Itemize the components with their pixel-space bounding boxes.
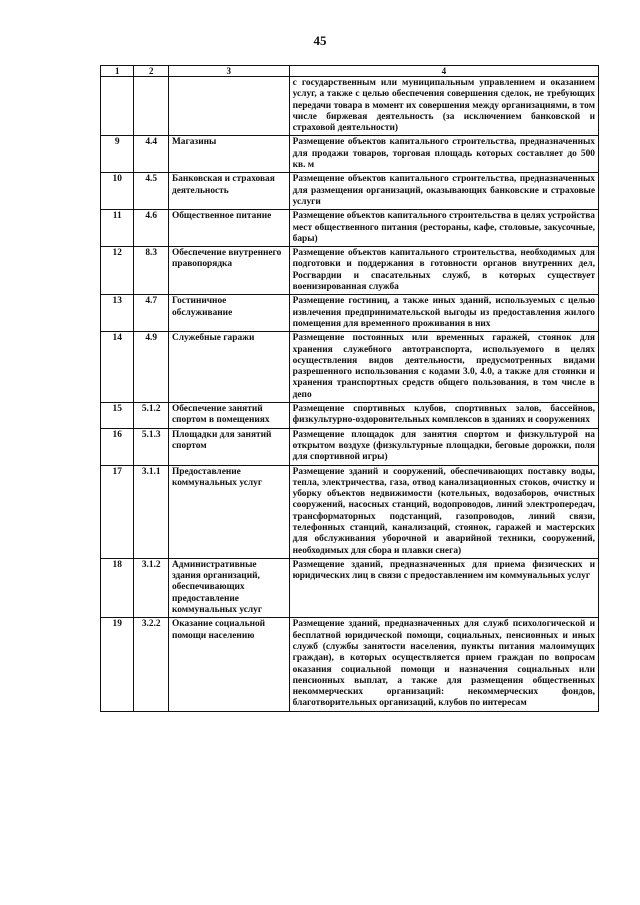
use-description: Размещение постоянных или временных гаражей, стоянок для хранения служебного автотранспорта, используемого в целях осуществления видов деятельности, предусмотренных видами разрешенного использования с кодами 3.0, 4.0, а также для стоянки и хранения транспортных средств общего пользования, в том числе в депо: [289, 332, 598, 403]
table-row: [101, 173, 599, 210]
column-header: 3: [168, 66, 289, 77]
use-description: с государственным или муниципальным управлением и оказанием услуг, а также с целью обеспечения совершения сделок, не требующих передачи товара в момент их совершения между организациями, в том числе биржевая деятельность (за исключением банковской и страховой деятельности): [289, 77, 598, 136]
table-row: [101, 210, 599, 247]
table-row: [101, 403, 599, 429]
use-code: 4.4: [134, 136, 168, 173]
use-code: 8.3: [134, 247, 168, 295]
use-name: Банковская и страховая деятельность: [168, 173, 289, 210]
table-row: [101, 618, 599, 711]
use-description: Размещение зданий, предназначенных для приема физических и юридических лиц в связи с предоставлением им коммунальных услуг: [289, 558, 598, 617]
row-number: 15: [101, 403, 134, 429]
table-row: [101, 558, 599, 617]
table-row: [101, 136, 599, 173]
use-code: 5.1.3: [134, 428, 168, 465]
use-code: 4.9: [134, 332, 168, 403]
use-name: Обеспечение внутреннего правопорядка: [168, 247, 289, 295]
use-description: Размещение объектов капитального строительства, необходимых для подготовки и поддержания в готовности органов внутренних дел, Росгвардии и спасательных служб, в которых существует военизированная служба: [289, 247, 598, 295]
column-header: 2: [134, 66, 168, 77]
use-code: 3.1.2: [134, 558, 168, 617]
row-number: 17: [101, 465, 134, 558]
use-description: Размещение площадок для занятия спортом и физкультурой на открытом воздухе (физкультурные площадки, беговые дорожки, поля для спортивной игры): [289, 428, 598, 465]
use-name: [168, 77, 289, 136]
use-code: 4.7: [134, 295, 168, 332]
row-number: 11: [101, 210, 134, 247]
use-name: Предоставление коммунальных услуг: [168, 465, 289, 558]
row-number: 9: [101, 136, 134, 173]
row-number: [101, 77, 134, 136]
row-number: 19: [101, 618, 134, 711]
table-row: [101, 465, 599, 558]
table-row: [101, 428, 599, 465]
use-code: [134, 77, 168, 136]
use-description: Размещение спортивных клубов, спортивных залов, бассейнов, физкультурно-оздоровительных комплексов в зданиях и сооружениях: [289, 403, 598, 429]
table-row: [101, 247, 599, 295]
use-name: Обеспечение занятий спортом в помещениях: [168, 403, 289, 429]
row-number: 16: [101, 428, 134, 465]
use-description: Размещение объектов капитального строительства, предназначенных для продажи товаров, торговая площадь которых составляет до 500 кв. м: [289, 136, 598, 173]
row-number: 18: [101, 558, 134, 617]
use-name: Площадки для занятий спортом: [168, 428, 289, 465]
use-name: Магазины: [168, 136, 289, 173]
table-header-row: [101, 66, 599, 77]
table-row: [101, 77, 599, 136]
use-name: Оказание социальной помощи населению: [168, 618, 289, 711]
use-name: Административные здания организаций, обеспечивающих предоставление коммунальных услуг: [168, 558, 289, 617]
use-description: Размещение зданий и сооружений, обеспечивающих поставку воды, тепла, электричества, газа, отвод канализационных стоков, очистку и уборку объектов недвижимости (котельных, водозаборов, очистных сооружений, насосных станций, водопроводов, линий электропередач, трансформаторных подстанций, газопроводов, линий связи, телефонных станций, канализаций, стоянок, гаражей и мастерских для обслуживания уборочной и аварийной техники, сооружений, необходимых для сбора и плавки снега): [289, 465, 598, 558]
table-row: [101, 332, 599, 403]
use-name: Служебные гаражи: [168, 332, 289, 403]
table-body: [101, 77, 599, 712]
land-use-table: [100, 65, 599, 712]
row-number: 12: [101, 247, 134, 295]
use-description: Размещение зданий, предназначенных для служб психологической и бесплатной юридической помощи, социальных, пенсионных и иных служб (службы занятости населения, пункты питания малоимущих граждан), в которых осуществляется прием граждан по вопросам оказания социальной помощи и назначения социальных или пенсионных выплат, а также для размещения общественных некоммерческих организаций: некоммерческих фондов, благотворительных организаций, клубов по интересам: [289, 618, 598, 711]
use-code: 5.1.2: [134, 403, 168, 429]
table-row: [101, 295, 599, 332]
row-number: 14: [101, 332, 134, 403]
row-number: 13: [101, 295, 134, 332]
page-number: 45: [313, 33, 327, 48]
use-code: 3.1.1: [134, 465, 168, 558]
use-description: Размещение объектов капитального строительства в целях устройства мест общественного питания (рестораны, кафе, столовые, закусочные, бары): [289, 210, 598, 247]
use-code: 4.6: [134, 210, 168, 247]
row-number: 10: [101, 173, 134, 210]
use-description: Размещение объектов капитального строительства, предназначенных для размещения организаций, оказывающих банковские и страховые услуги: [289, 173, 598, 210]
use-description: Размещение гостиниц, а также иных зданий, используемых с целью извлечения предпринимательской выгоды из предоставления жилого помещения для временного проживания в них: [289, 295, 598, 332]
use-name: Общественное питание: [168, 210, 289, 247]
use-code: 3.2.2: [134, 618, 168, 711]
use-name: Гостиничное обслуживание: [168, 295, 289, 332]
use-code: 4.5: [134, 173, 168, 210]
column-header: 1: [101, 66, 134, 77]
column-header: 4: [289, 66, 598, 77]
